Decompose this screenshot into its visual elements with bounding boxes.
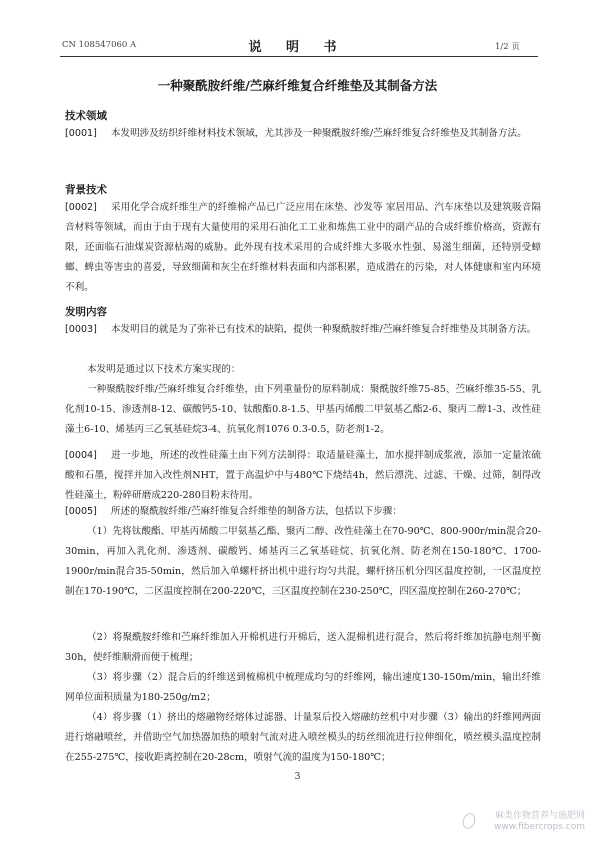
paragraph-0001 — [65, 124, 541, 144]
paragraph-tag: [0003] — [65, 324, 97, 335]
paragraph-0005 — [65, 502, 541, 522]
page-indicator: 1/2 页 — [495, 42, 520, 52]
paragraph-text: 所述的聚酰胺纤维/苎麻纤维复合纤维垫的制备方法，包括以下步骤： — [110, 506, 402, 517]
paragraph-tag: [0002] — [65, 202, 97, 213]
paragraph-tag: [0004] — [65, 450, 97, 461]
document-title: 一种聚酰胺纤维/苎麻纤维复合纤维垫及其制备方法 — [157, 78, 438, 93]
step-3: （3）将步骤（2）混合后的纤维送到梳棉机中梳理成均匀的纤维网，输出速度130-150m/min，输出纤维网单位面积质量为180-250g/m2； — [65, 672, 541, 703]
section-heading-background: 背景技术 — [65, 184, 107, 196]
paragraph-tag: [0005] — [65, 506, 97, 517]
paragraph-0003-intro: 本发明是通过以下技术方案实现的： — [87, 364, 241, 375]
paragraph-text: 本发明目的就是为了弥补已有技术的缺陷，提供一种聚酰胺纤维/苎麻纤维复合纤维垫及其制备方法。 — [110, 324, 537, 335]
paragraph-0003-formula: 一种聚酰胺纤维/苎麻纤维复合纤维垫，由下列重量份的原料制成：聚酰胺纤维75-85、苎麻纤维35-55、乳化剂10-15、渗透剂8-12、碳酸钙5-10、钛酸酯0.8-1.5、甲基丙烯酸二甲氨基乙酯2-6、聚丙二醇1-3、改性硅藻土6-10、烯基丙三乙氧基硅烷3-4、抗氧化剂1076 0.3-0.5，防老剂1-2。 — [65, 384, 541, 435]
section-heading-tech-field: 技术领域 — [65, 110, 107, 122]
watermark — [470, 811, 585, 833]
paragraph-0002 — [65, 198, 541, 298]
paragraph-0003 — [65, 320, 541, 340]
step-4: （4）将步骤（1）挤出的熔融物经熔体过滤器、计量泵后投入熔融纺丝机中对步骤（3）输出的纤维网两面进行熔融喷丝，并借助空气加热器加热的喷射气流对进入喷丝模头的纺丝细流进行拉伸细化，喷丝模头温度控制在255-275℃，接收距离控制在20-28cm，喷射气流的温度为150-180℃； — [65, 712, 541, 763]
watermark-url: www.fibercrops.com — [494, 822, 585, 832]
document-number: CN 108547060 A — [62, 40, 137, 50]
section-heading-content: 发明内容 — [65, 306, 107, 318]
step-2: （2）将聚酰胺纤维和苎麻纤维加入开棉机进行开棉后，送入混棉机进行混合，然后将纤维加抗静电剂平衡30h，使纤维顺滑而便于梳理； — [65, 632, 541, 663]
paragraph-text: 本发明涉及纺织纤维材料技术领域，尤其涉及一种聚酰胺纤维/苎麻纤维复合纤维垫及其制备方法。 — [110, 128, 527, 139]
step-1: （1）先将钛酸酯、甲基丙烯酸二甲氨基乙酯、聚丙二醇、改性硅藻土在70-90℃、800-900r/min混合20-30min，再加入乳化剂、渗透剂、碳酸钙、烯基丙三乙氧基硅烷、抗氧化剂、防老剂在150-180℃、1700-1900r/min混合35-50min，然后加入单螺杆挤出机中进行均匀共混，螺杆挤压机分四区温度控制，一区温度控制在170-190℃，二区温度控制在200-220℃，三区温度控制在230-250℃，四区温度控制在260-270℃； — [65, 526, 541, 597]
watermark-site-name: 麻类作物营养与施肥网 — [494, 811, 585, 821]
document-type-heading: 说 明 书 — [248, 40, 347, 55]
paragraph-text: 采用化学合成纤维生产的纤维棉产品已广泛应用在床垫、沙发等 家居用品、汽车床垫以及建筑吸音隔音材料等领域，而由于由于现有大量使用的采用石油化工工业和炼焦工业中的副产品的合成纤维价格高，资源有限，还面临石油煤炭资源枯竭的威胁。此外现有技术采用的合成纤维大多吸水性强、易滋生细菌，还特别受蟑螂、蜱虫等害虫的喜爱，导致细菌和灰尘在纤维材料表面和内部积累，造成潜在的污染，对人体健康和室内环境不利。 — [65, 202, 541, 293]
paragraph-0004 — [65, 446, 541, 506]
header-divider — [60, 56, 538, 57]
paragraph-tag: [0001] — [65, 128, 97, 139]
paragraph-text: 进一步地，所述的改性硅藻土由下列方法制得：取适量硅藻土，加水搅拌制成浆液，添加一定量浓硫酸和石墨，搅拌并加入改性剂NHT，置于高温炉中与480℃下烧结4h，然后漂洗、过滤、干燥、过筛，制得改性硅藻土，粉碎研磨成220-280目粉末待用。 — [65, 450, 541, 501]
page-number: 3 — [294, 771, 301, 782]
